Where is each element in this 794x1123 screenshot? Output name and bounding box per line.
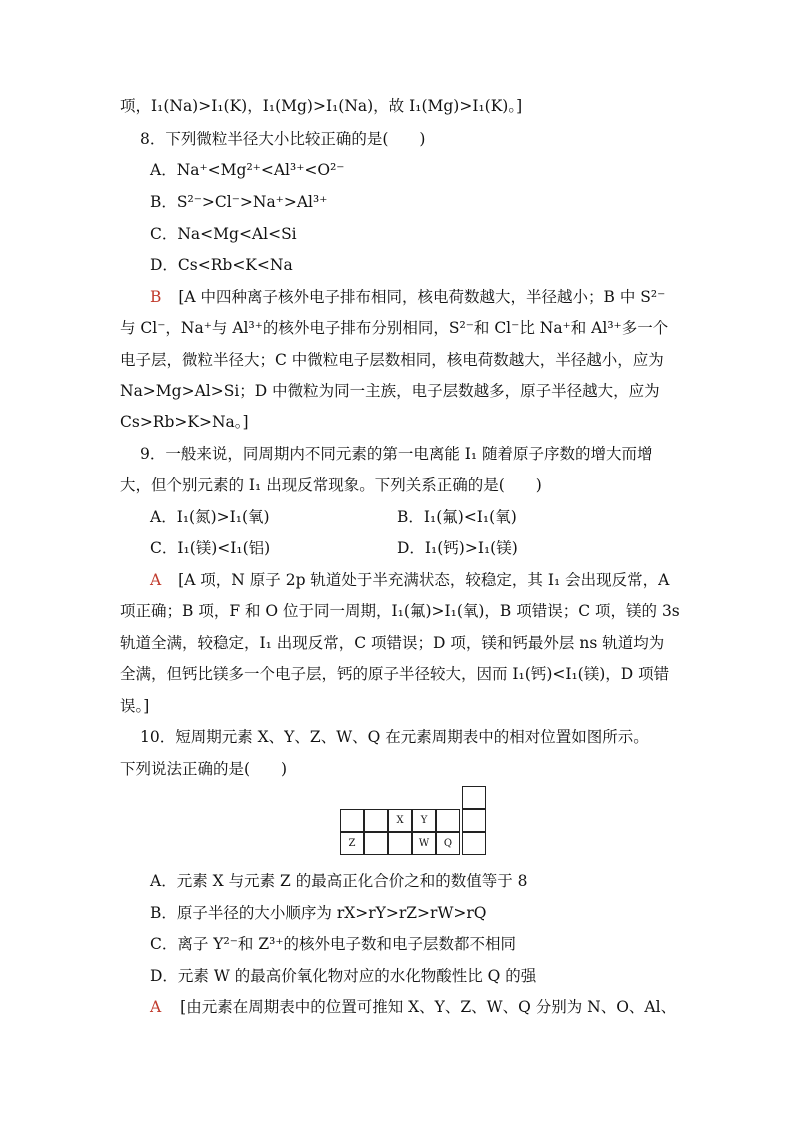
q10-answer: A	[150, 998, 162, 1016]
q10-stem-2: 下列说法正确的是( )	[120, 760, 288, 778]
table-cell-empty	[436, 809, 460, 832]
q9-option-c: C．I₁(镁)<I₁(铝)	[150, 539, 271, 557]
q10-stem-1: 10．短周期元素 X、Y、Z、W、Q 在元素周期表中的相对位置如图所示。	[140, 728, 649, 746]
q9-answer: A	[150, 571, 162, 589]
q9-stem-2: 大，但个别元素的 I₁ 出现反常现象。下列关系正确的是( )	[120, 476, 542, 494]
q10-option-c: C．离子 Y²⁻和 Z³⁺的核外电子数和电子层数都不相同	[150, 935, 517, 953]
q8-explanation-first	[150, 287, 665, 307]
table-cell-empty	[388, 832, 412, 855]
q10-explanation-first	[150, 997, 676, 1017]
table-cell-q: Q	[436, 832, 460, 855]
q8-answer: B	[150, 288, 162, 306]
table-cell-empty	[462, 786, 486, 809]
q9-explanation-4: 全满，但钙比镁多一个电子层，钙的原子半径较大，因而 I₁(钙)<I₁(镁)，D 项错	[120, 665, 670, 683]
q8-stem: 8．下列微粒半径大小比较正确的是( )	[140, 130, 426, 148]
q8-explanation-5: Cs>Rb>K>Na。]	[120, 413, 249, 431]
table-cell-empty	[462, 809, 486, 832]
q10-option-a: A．元素 X 与元素 Z 的最高正化合价之和的数值等于 8	[150, 872, 528, 890]
q8-explanation-3: 电子层，微粒半径大；C 中微粒电子层数相同，核电荷数越大，半径越小，应为	[120, 351, 664, 369]
table-cell-empty	[462, 832, 486, 855]
table-cell-z: Z	[340, 832, 364, 855]
q8-option-b: B．S²⁻>Cl⁻>Na⁺>Al³⁺	[150, 193, 328, 211]
q10-explanation-1: [由元素在周期表中的位置可推知 X、Y、Z、W、Q 分别为 N、O、Al、	[180, 998, 677, 1016]
q10-option-d: D．元素 W 的最高价氧化物对应的水化物酸性比 Q 的强	[150, 967, 537, 985]
q10-option-b: B．原子半径的大小顺序为 rX>rY>rZ>rW>rQ	[150, 904, 487, 922]
q8-option-d: D．Cs<Rb<K<Na	[150, 256, 293, 274]
q8-option-c: C．Na<Mg<Al<Si	[150, 225, 297, 243]
q8-explanation-1: [A 中四种离子核外电子排布相同，核电荷数越大，半径越小；B 中 S²⁻	[178, 288, 666, 306]
q9-explanation-first	[150, 570, 669, 590]
table-cell-w: W	[412, 832, 436, 855]
q9-option-b: B．I₁(氟)<I₁(氧)	[397, 508, 517, 526]
table-cell-x: X	[388, 809, 412, 832]
q9-option-a: A．I₁(氮)>I₁(氧)	[150, 508, 270, 526]
table-cell-empty	[364, 832, 388, 855]
periodic-table-fragment	[340, 786, 486, 856]
q8-explanation-4: Na>Mg>Al>Si；D 中微粒为同一主族，电子层数越多，原子半径越大，应为	[120, 382, 660, 400]
q8-option-a: A．Na⁺<Mg²⁺<Al³⁺<O²⁻	[150, 161, 345, 179]
table-cell-empty	[340, 809, 364, 832]
table-cell-y: Y	[412, 809, 436, 832]
prev-explanation-end: 项，I₁(Na)>I₁(K)，I₁(Mg)>I₁(Na)，故 I₁(Mg)>I₁(K)。]	[120, 97, 523, 115]
q9-explanation-1: [A 项，N 原子 2p 轨道处于半充满状态，较稳定，其 I₁ 会出现反常，A	[178, 571, 670, 589]
q9-explanation-3: 轨道全满，较稳定，I₁ 出现反常，C 项错误；D 项，镁和钙最外层 ns 轨道均为	[120, 634, 665, 652]
q8-explanation-2: 与 Cl⁻，Na⁺与 Al³⁺的核外电子排布分别相同，S²⁻和 Cl⁻比 Na⁺和 Al³⁺多一个	[120, 319, 669, 337]
q9-stem-1: 9．一般来说，同周期内不同元素的第一电离能 I₁ 随着原子序数的增大而增	[140, 445, 653, 463]
q9-explanation-2: 项正确；B 项，F 和 O 位于同一周期，I₁(氟)>I₁(氧)，B 项错误；C 项，镁的 3s	[120, 602, 680, 620]
q9-option-d: D．I₁(钙)>I₁(镁)	[397, 539, 518, 557]
q9-explanation-5: 误。]	[120, 697, 150, 715]
table-cell-empty	[364, 809, 388, 832]
